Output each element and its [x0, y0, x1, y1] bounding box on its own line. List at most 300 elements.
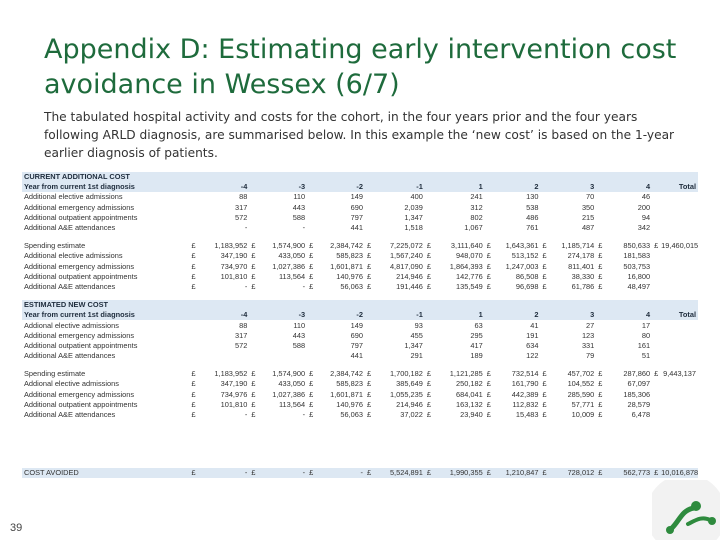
spacer-cell: [22, 292, 698, 300]
currency-cell: £: [542, 410, 547, 420]
value-cell: 57,771: [571, 399, 595, 409]
value-cell: 761: [526, 223, 539, 233]
row-label: Year from current 1st diagnosis: [22, 182, 189, 192]
value-cell: 684,041: [455, 389, 483, 399]
currency-cell: £: [191, 468, 196, 478]
value-cell: 101,810: [220, 399, 248, 409]
currency-cell: £: [426, 468, 431, 478]
spacer-cell: [22, 428, 698, 436]
spacer-row: [22, 444, 698, 452]
value-cell: 200: [637, 202, 651, 212]
value-cell: 728,012: [548, 468, 597, 478]
currency-cell: [652, 310, 659, 320]
value-cell: -4: [197, 182, 250, 192]
currency-cell: £: [598, 251, 603, 261]
currency-cell: [425, 320, 432, 330]
currency-cell: £: [654, 369, 659, 379]
currency-cell: £: [366, 241, 372, 251]
value-cell: -: [302, 410, 306, 420]
estimated-spending-row: [22, 369, 698, 379]
value-cell: 1,027,386: [272, 261, 306, 271]
currency-cell: £: [366, 379, 372, 389]
currency-cell: [189, 320, 196, 330]
currency-cell: £: [486, 281, 491, 291]
currency-cell: [365, 320, 372, 330]
currency-cell: [249, 192, 256, 202]
currency-cell: [485, 310, 492, 320]
value-cell: [659, 400, 698, 410]
currency-cell: £: [598, 271, 603, 281]
value-cell: 342: [637, 223, 651, 233]
value-cell: 3: [548, 182, 597, 192]
currency-cell: £: [366, 281, 372, 291]
value-cell: 1,567,240: [389, 251, 423, 261]
value-cell: Total: [659, 182, 698, 192]
currency-cell: [485, 351, 492, 361]
value-cell: 588: [292, 212, 306, 222]
currency-cell: [189, 223, 196, 233]
value-cell: 690: [350, 202, 363, 212]
currency-cell: [652, 203, 659, 213]
value-cell: 140,976: [336, 271, 363, 281]
estimated-spending-row: [22, 390, 698, 400]
currency-cell: [189, 351, 196, 361]
value-cell: [659, 272, 698, 282]
value-cell: 455: [410, 330, 423, 340]
value-cell: [659, 203, 698, 213]
value-cell: 16,800: [627, 271, 651, 281]
currency-cell: £: [251, 399, 256, 409]
currency-cell: [425, 331, 432, 341]
currency-cell: £: [486, 369, 491, 379]
currency-cell: [540, 331, 547, 341]
value-cell: 17: [641, 320, 651, 330]
value-cell: 295: [470, 330, 483, 340]
row-label: Additional emergency admissions: [24, 202, 135, 212]
value-cell: 96,698: [515, 281, 539, 291]
currency-cell: £: [366, 410, 372, 420]
row-label: Year from current 1st diagnosis: [22, 310, 189, 320]
value-cell: 61,786: [571, 281, 595, 291]
currency-cell: £: [542, 379, 547, 389]
value-cell: 2,039: [404, 202, 423, 212]
value-cell: 38,330: [571, 271, 595, 281]
value-cell: 1,027,386: [272, 389, 306, 399]
value-cell: 317: [234, 330, 248, 340]
currency-cell: £: [598, 379, 603, 389]
value-cell: -: [244, 223, 248, 233]
value-cell: 287,860: [623, 369, 651, 379]
value-cell: 10,009: [571, 410, 595, 420]
value-cell: 291: [410, 351, 423, 361]
value-cell: 191,446: [396, 281, 423, 291]
estimated-year-header: [22, 310, 698, 320]
currency-cell: [596, 331, 603, 341]
value-cell: 56,063: [340, 410, 363, 420]
value-cell: 161,790: [511, 379, 539, 389]
value-cell: -1: [372, 310, 425, 320]
value-cell: 181,583: [623, 251, 651, 261]
currency-cell: £: [598, 389, 603, 399]
value-cell: -3: [256, 310, 307, 320]
currency-cell: [485, 341, 492, 351]
currency-cell: [596, 182, 603, 192]
value-cell: 400: [410, 192, 423, 202]
value-cell: [659, 331, 698, 341]
row-label: Spending estimate: [24, 369, 86, 379]
currency-cell: £: [309, 281, 314, 291]
current-section-title-label: CURRENT ADDITIONAL COST: [22, 172, 698, 182]
currency-cell: [365, 182, 372, 192]
currency-cell: £: [309, 379, 314, 389]
currency-cell: £: [251, 271, 256, 281]
currency-cell: £: [598, 468, 603, 478]
spacer-row: [22, 292, 698, 300]
value-cell: [659, 379, 698, 389]
current-year-header: [22, 182, 698, 192]
currency-cell: [596, 310, 603, 320]
currency-cell: [189, 192, 196, 202]
currency-cell: [189, 341, 196, 351]
currency-cell: [189, 213, 196, 223]
currency-cell: £: [191, 261, 196, 271]
value-cell: 163,132: [455, 399, 483, 409]
currency-cell: [425, 182, 432, 192]
value-cell: 1,067: [464, 223, 483, 233]
spacer-cell: [22, 452, 698, 460]
spacer-row: [22, 361, 698, 369]
currency-cell: [249, 203, 256, 213]
currency-cell: £: [251, 251, 256, 261]
value-cell: 797: [350, 340, 363, 350]
value-cell: 285,590: [567, 389, 595, 399]
value-cell: -: [302, 281, 306, 291]
value-cell: 88: [239, 192, 248, 202]
intro-paragraph: The tabulated hospital activity and costs for the cohort, in the four years prior and the four years following ARLD diagnosis, are summarised below. In this example the ‘new cost’ is based on the 1-year earlier diagnosis of patients.: [44, 110, 675, 160]
currency-cell: £: [542, 271, 547, 281]
value-cell: 1,183,952: [214, 241, 248, 251]
value-cell: 28,579: [627, 399, 651, 409]
value-cell: 48,497: [627, 281, 651, 291]
value-cell: 241: [470, 192, 483, 202]
currency-cell: £: [542, 468, 547, 478]
currency-cell: £: [598, 261, 603, 271]
currency-cell: [425, 351, 432, 361]
currency-cell: £: [486, 379, 491, 389]
currency-cell: [540, 320, 547, 330]
value-cell: 538: [526, 202, 539, 212]
value-cell: 443: [292, 202, 306, 212]
value-cell: 1,601,871: [330, 261, 363, 271]
currency-cell: £: [309, 399, 314, 409]
value-cell: 385,649: [396, 379, 423, 389]
value-cell: 112,832: [512, 399, 539, 409]
currency-cell: [652, 320, 659, 330]
current-spending-row: [22, 262, 698, 272]
currency-cell: £: [426, 281, 431, 291]
value-cell: 63: [474, 320, 483, 330]
currency-cell: £: [191, 241, 196, 251]
current-section-title: [22, 172, 698, 182]
currency-cell: [652, 379, 659, 389]
value-cell: 317: [234, 202, 248, 212]
currency-cell: £: [542, 251, 547, 261]
value-cell: 214,946: [396, 271, 423, 281]
estimated-spending-row: [22, 400, 698, 410]
value-cell: 734,970: [220, 261, 248, 271]
currency-cell: [540, 310, 547, 320]
currency-cell: [485, 223, 492, 233]
currency-cell: [365, 341, 372, 351]
value-cell: 67,097: [627, 379, 651, 389]
value-cell: 149: [350, 320, 363, 330]
currency-cell: £: [366, 251, 372, 261]
currency-cell: £: [191, 399, 196, 409]
value-cell: [256, 351, 307, 361]
value-cell: 10,016,878: [661, 468, 698, 478]
currency-cell: [307, 310, 314, 320]
currency-cell: £: [366, 261, 372, 271]
value-cell: 572: [234, 212, 248, 222]
value-cell: 80: [641, 330, 651, 340]
value-cell: 104,552: [567, 379, 595, 389]
currency-cell: £: [309, 389, 314, 399]
value-cell: 1,601,871: [330, 389, 363, 399]
currency-cell: [365, 203, 372, 213]
currency-cell: £: [366, 271, 372, 281]
currency-cell: [307, 192, 314, 202]
currency-cell: £: [486, 261, 491, 271]
currency-cell: £: [598, 369, 603, 379]
currency-cell: £: [598, 399, 603, 409]
value-cell: 3,111,640: [450, 241, 483, 251]
spacer-cell: [22, 420, 698, 428]
organisation-logo-icon: [652, 480, 720, 540]
value-cell: 1,185,714: [561, 241, 595, 251]
value-cell: 5,524,891: [372, 468, 425, 478]
value-cell: 1,347: [404, 212, 423, 222]
value-cell: -: [244, 281, 248, 291]
value-cell: 797: [350, 212, 363, 222]
row-label: Spending estimate: [24, 241, 86, 251]
value-cell: [659, 390, 698, 400]
currency-cell: £: [191, 251, 196, 261]
estimated-spending-row: [22, 379, 698, 389]
value-cell: -: [244, 410, 248, 420]
value-cell: -4: [197, 310, 250, 320]
currency-cell: [307, 182, 314, 192]
currency-cell: £: [309, 271, 314, 281]
value-cell: 9,443,137: [663, 369, 696, 379]
value-cell: 37,022: [400, 410, 423, 420]
value-cell: 562,773: [603, 468, 652, 478]
estimated-activity-row: [22, 351, 698, 361]
currency-cell: [189, 310, 196, 320]
value-cell: -1: [372, 182, 425, 192]
value-cell: 1,574,900: [272, 241, 306, 251]
value-cell: 433,050: [278, 379, 306, 389]
currency-cell: [652, 251, 659, 261]
currency-cell: [596, 320, 603, 330]
estimated-activity-row: [22, 320, 698, 330]
row-label: Additional outpatient appointments: [24, 271, 138, 281]
currency-cell: [596, 341, 603, 351]
currency-cell: £: [486, 399, 491, 409]
current-spending-row: [22, 251, 698, 261]
value-cell: 690: [350, 330, 363, 340]
value-cell: 94: [641, 212, 651, 222]
spacer-row: [22, 428, 698, 436]
value-cell: 3: [548, 310, 597, 320]
value-cell: 4,817,090: [389, 261, 423, 271]
currency-cell: [652, 400, 659, 410]
value-cell: [659, 341, 698, 351]
estimated-activity-row: [22, 331, 698, 341]
spacer-cell: [22, 444, 698, 452]
currency-cell: [540, 213, 547, 223]
value-cell: 250,182: [455, 379, 483, 389]
currency-cell: £: [251, 389, 256, 399]
current-spending-row: [22, 272, 698, 282]
value-cell: 86,508: [515, 271, 539, 281]
value-cell: 1: [432, 310, 485, 320]
value-cell: 585,823: [336, 379, 363, 389]
estimated-spending-row: [22, 410, 698, 420]
currency-cell: [485, 203, 492, 213]
currency-cell: [189, 331, 196, 341]
currency-cell: £: [426, 261, 431, 271]
currency-cell: [189, 203, 196, 213]
currency-cell: [249, 341, 256, 351]
value-cell: Total: [659, 310, 698, 320]
currency-cell: [596, 203, 603, 213]
value-cell: 734,976: [220, 389, 248, 399]
value-cell: 811,401: [568, 261, 595, 271]
currency-cell: £: [251, 369, 256, 379]
value-cell: 1,574,900: [272, 369, 306, 379]
value-cell: 46: [641, 192, 651, 202]
currency-cell: £: [366, 369, 372, 379]
value-cell: 101,810: [220, 271, 248, 281]
value-cell: 486: [526, 212, 539, 222]
currency-cell: [425, 341, 432, 351]
value-cell: 122: [526, 351, 539, 361]
currency-cell: [249, 182, 256, 192]
value-cell: [659, 320, 698, 330]
value-cell: 2,384,742: [330, 369, 363, 379]
currency-cell: £: [598, 410, 603, 420]
row-label: Additional A&E attendances: [24, 410, 116, 420]
currency-cell: £: [309, 251, 314, 261]
currency-cell: £: [486, 410, 491, 420]
estimated-activity-row: [22, 341, 698, 351]
currency-cell: £: [191, 410, 196, 420]
value-cell: 27: [586, 320, 595, 330]
currency-cell: [652, 410, 659, 420]
value-cell: 4: [603, 310, 652, 320]
value-cell: 350: [581, 202, 595, 212]
value-cell: 4: [603, 182, 652, 192]
slide-title: Appendix D: Estimating early intervention cost avoidance in Wessex (6/7): [44, 34, 677, 100]
value-cell: -3: [256, 182, 307, 192]
current-activity-row: [22, 213, 698, 223]
value-cell: 850,633: [623, 241, 651, 251]
value-cell: 347,190: [220, 379, 248, 389]
cost-table: [22, 172, 698, 478]
spacer-row: [22, 452, 698, 460]
current-activity-row: [22, 223, 698, 233]
value-cell: 1,990,355: [432, 468, 485, 478]
value-cell: 7,225,072: [389, 241, 423, 251]
value-cell: 79: [586, 351, 595, 361]
currency-cell: £: [366, 389, 372, 399]
currency-cell: £: [366, 399, 372, 409]
value-cell: 123: [581, 330, 595, 340]
currency-cell: £: [309, 241, 314, 251]
estimated-section-title: [22, 300, 698, 310]
currency-cell: £: [251, 261, 256, 271]
currency-cell: [425, 213, 432, 223]
value-cell: 70: [586, 192, 595, 202]
currency-cell: £: [426, 369, 431, 379]
value-cell: 214,946: [396, 399, 423, 409]
value-cell: 191: [526, 330, 539, 340]
currency-cell: £: [309, 468, 314, 478]
currency-cell: [425, 310, 432, 320]
value-cell: 142,776: [455, 271, 483, 281]
cost-table-body: [22, 172, 698, 478]
currency-cell: £: [366, 468, 372, 478]
value-cell: [659, 351, 698, 361]
value-cell: 572: [234, 340, 248, 350]
value-cell: 513,152: [511, 251, 539, 261]
currency-cell: £: [309, 410, 314, 420]
currency-cell: £: [542, 281, 547, 291]
spacer-cell: [22, 361, 698, 369]
value-cell: 1,864,393: [449, 261, 483, 271]
currency-cell: [365, 223, 372, 233]
cost-table-container: [22, 172, 698, 478]
value-cell: -2: [314, 182, 365, 192]
currency-cell: £: [542, 389, 547, 399]
currency-cell: [652, 390, 659, 400]
currency-cell: [485, 192, 492, 202]
currency-cell: £: [251, 281, 256, 291]
value-cell: 6,478: [631, 410, 651, 420]
currency-cell: [652, 223, 659, 233]
currency-cell: £: [191, 271, 196, 281]
currency-cell: £: [309, 369, 314, 379]
currency-cell: [596, 351, 603, 361]
spacer-row: [22, 420, 698, 428]
row-label: Additional emergency admissions: [24, 389, 135, 399]
value-cell: 433,050: [278, 251, 306, 261]
value-cell: -: [302, 223, 306, 233]
value-cell: 585,823: [336, 251, 363, 261]
value-cell: 51: [641, 351, 651, 361]
value-cell: 56,063: [340, 281, 363, 291]
currency-cell: £: [426, 241, 431, 251]
value-cell: 113,564: [278, 271, 306, 281]
value-cell: 1,643,361: [505, 241, 539, 251]
value-cell: 113,564: [278, 399, 306, 409]
value-cell: 347,190: [220, 251, 248, 261]
row-label: Additional outpatient appointments: [24, 399, 138, 409]
currency-cell: [540, 192, 547, 202]
currency-cell: [596, 213, 603, 223]
value-cell: -: [256, 468, 307, 478]
currency-cell: [485, 320, 492, 330]
